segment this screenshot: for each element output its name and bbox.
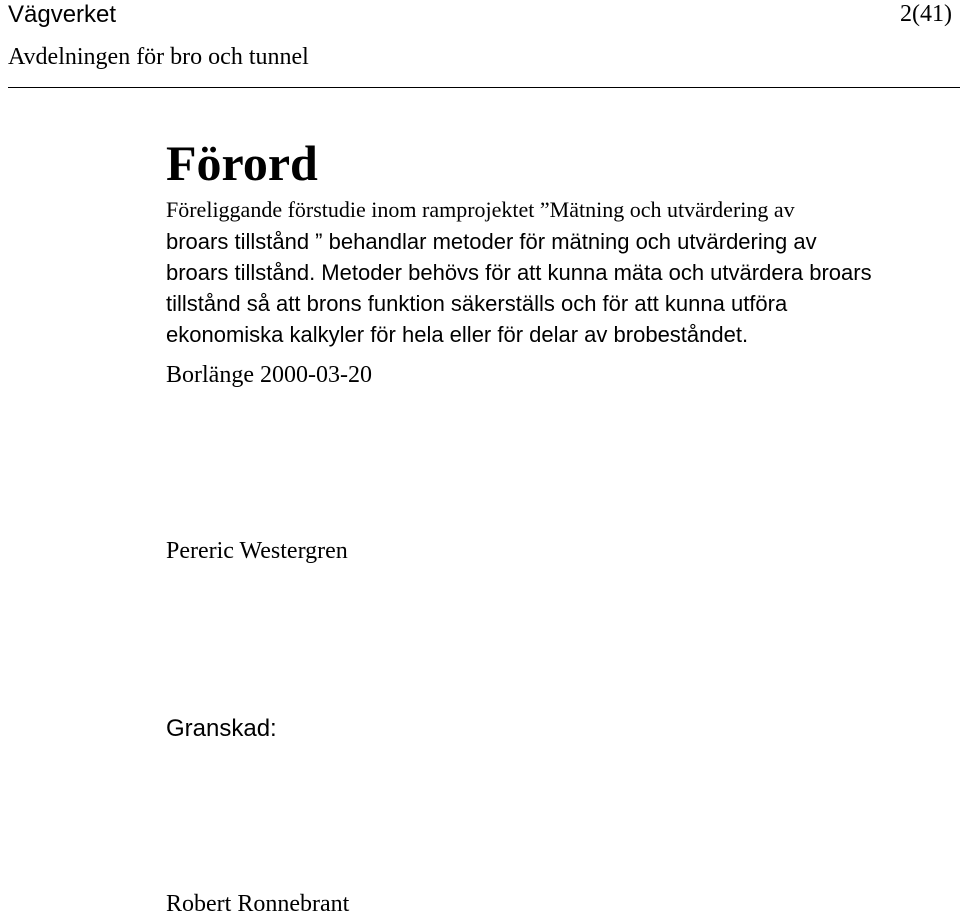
body-line: tillstånd så att brons funktion säkerställs och för att kunna utföra [166,291,788,316]
body-line: Föreliggande förstudie inom ramprojektet ”Mätning och utvärdering av [166,197,795,222]
page-number: 2(41) [900,1,952,27]
body-line: broars tillstånd. Metoder behövs för att kunna mäta och utvärdera broars [166,260,872,285]
department-name: Avdelningen för bro och tunnel [8,44,309,70]
reviewed-label: Granskad: [166,715,277,742]
organization-name: Vägverket [8,1,117,28]
place-date: Borlänge 2000-03-20 [166,362,372,388]
body-line: broars tillstånd ” behandlar metoder för mätning och utvärdering av [166,229,817,254]
page-title: Förord [166,135,318,191]
author-name: Pereric Westergren [166,538,348,564]
body-line: ekonomiska kalkyler för hela eller för delar av brobeståndet. [166,322,749,347]
header-divider [8,87,960,88]
reviewer-name: Robert Ronnebrant [166,891,350,917]
